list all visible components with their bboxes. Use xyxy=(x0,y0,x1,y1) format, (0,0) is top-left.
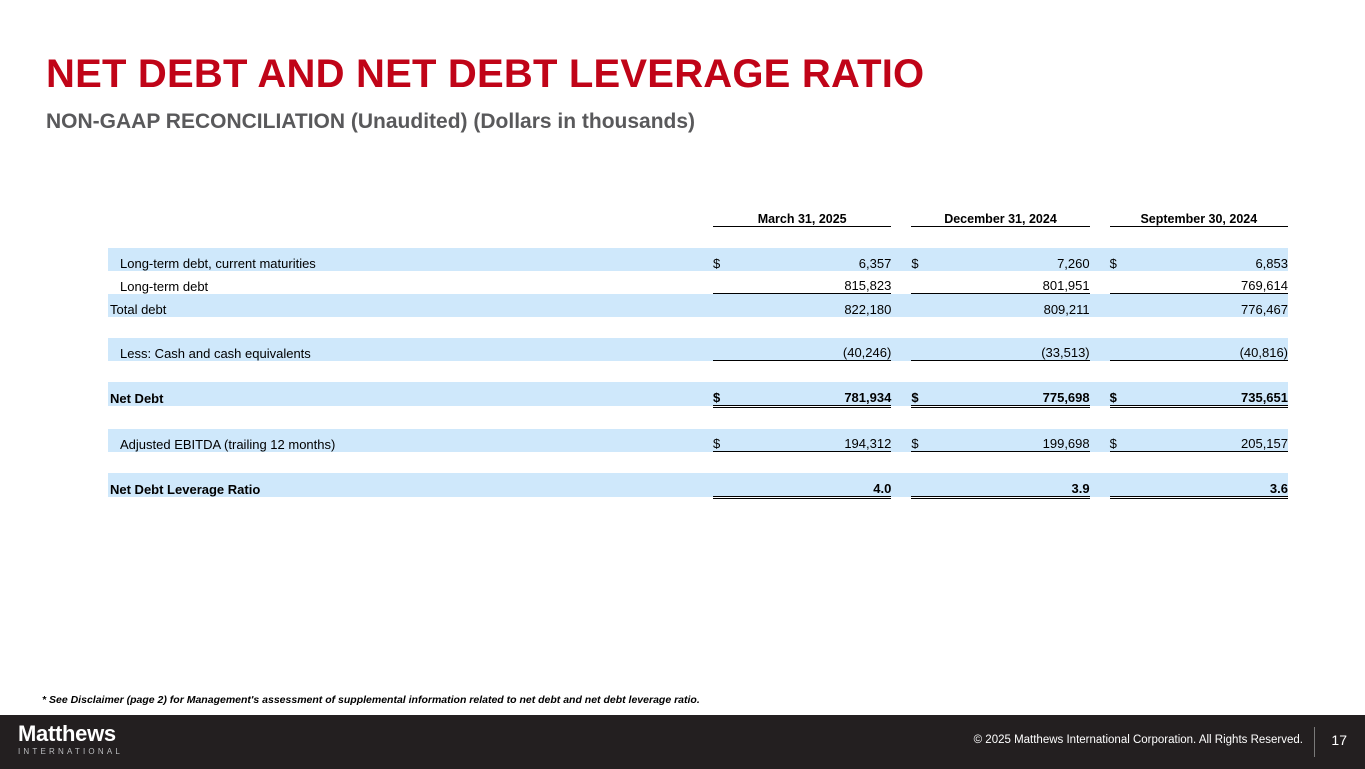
header-gap-1 xyxy=(891,200,911,227)
row-value: 776,467 xyxy=(1136,294,1288,317)
row-currency xyxy=(1110,294,1136,317)
row-currency: $ xyxy=(911,382,937,406)
table-row xyxy=(108,429,1288,452)
row-currency: $ xyxy=(1110,248,1136,271)
row-currency xyxy=(911,294,937,317)
row-currency: $ xyxy=(1110,382,1136,406)
logo-secondary-text: INTERNATIONAL xyxy=(18,747,124,756)
table-row xyxy=(108,248,1288,271)
row-value: 4.0 xyxy=(739,473,891,497)
table-row xyxy=(108,294,1288,317)
row-currency xyxy=(713,338,739,361)
row-value: (33,513) xyxy=(937,338,1089,361)
company-logo xyxy=(18,723,123,756)
row-value: 3.6 xyxy=(1136,473,1288,497)
row-value: 735,651 xyxy=(1136,382,1288,406)
row-value: 801,951 xyxy=(937,271,1089,294)
row-value: 6,357 xyxy=(739,248,891,271)
row-value: 199,698 xyxy=(937,429,1089,452)
row-value: 194,312 xyxy=(739,429,891,452)
slide-footer xyxy=(0,715,1365,769)
row-value: 809,211 xyxy=(937,294,1089,317)
row-currency: $ xyxy=(911,429,937,452)
row-currency: $ xyxy=(1110,429,1136,452)
table-header-row xyxy=(108,200,1288,227)
table-row xyxy=(108,338,1288,361)
row-value: 7,260 xyxy=(937,248,1089,271)
row-currency xyxy=(713,271,739,294)
table-row xyxy=(108,473,1288,497)
table-row xyxy=(108,271,1288,294)
header-blank xyxy=(108,200,713,227)
row-currency xyxy=(1110,473,1136,497)
spacer-row xyxy=(108,361,1288,383)
row-currency: $ xyxy=(713,382,739,406)
financial-table xyxy=(108,200,1288,499)
row-value: 769,614 xyxy=(1136,271,1288,294)
logo-primary-text: Matthews xyxy=(18,721,116,746)
column-header-1: March 31, 2025 xyxy=(713,200,891,227)
financial-table-wrapper xyxy=(108,200,1288,499)
column-header-2: December 31, 2024 xyxy=(911,200,1089,227)
copyright-text: © 2025 Matthews International Corporation. All Rights Reserved. xyxy=(973,734,1303,746)
spacer-row xyxy=(108,227,1288,249)
row-currency xyxy=(911,338,937,361)
row-value: 822,180 xyxy=(739,294,891,317)
row-label: Less: Cash and cash equivalents xyxy=(108,338,713,361)
page-number: 17 xyxy=(1331,732,1347,748)
row-currency: $ xyxy=(713,248,739,271)
row-currency xyxy=(713,294,739,317)
disclaimer-footnote: * See Disclaimer (page 2) for Management's assessment of supplemental information related to net debt and net debt leverage ratio. xyxy=(42,694,700,706)
row-currency: $ xyxy=(713,429,739,452)
row-currency xyxy=(713,473,739,497)
row-label: Net Debt xyxy=(108,382,713,406)
row-currency xyxy=(911,271,937,294)
page-subtitle: NON-GAAP RECONCILIATION (Unaudited) (Dollars in thousands) xyxy=(46,110,696,133)
row-label: Adjusted EBITDA (trailing 12 months) xyxy=(108,429,713,452)
row-label: Net Debt Leverage Ratio xyxy=(108,473,713,497)
row-currency xyxy=(911,473,937,497)
row-value: (40,816) xyxy=(1136,338,1288,361)
footer-divider xyxy=(1314,727,1315,757)
spacer-row xyxy=(108,452,1288,474)
page-title: NET DEBT AND NET DEBT LEVERAGE RATIO xyxy=(46,52,925,96)
row-value: 781,934 xyxy=(739,382,891,406)
row-currency xyxy=(1110,338,1136,361)
row-currency xyxy=(1110,271,1136,294)
row-value: 6,853 xyxy=(1136,248,1288,271)
row-value: 3.9 xyxy=(937,473,1089,497)
row-value: 815,823 xyxy=(739,271,891,294)
row-label: Long-term debt, current maturities xyxy=(108,248,713,271)
table-row xyxy=(108,382,1288,406)
row-label: Long-term debt xyxy=(120,278,209,294)
row-value: (40,246) xyxy=(739,338,891,361)
row-currency: $ xyxy=(911,248,937,271)
column-header-3: September 30, 2024 xyxy=(1110,200,1288,227)
row-value: 205,157 xyxy=(1136,429,1288,452)
row-value: 775,698 xyxy=(937,382,1089,406)
spacer-row xyxy=(108,406,1288,429)
spacer-row xyxy=(108,317,1288,338)
row-label: Total debt xyxy=(108,294,713,317)
header-gap-2 xyxy=(1090,200,1110,227)
